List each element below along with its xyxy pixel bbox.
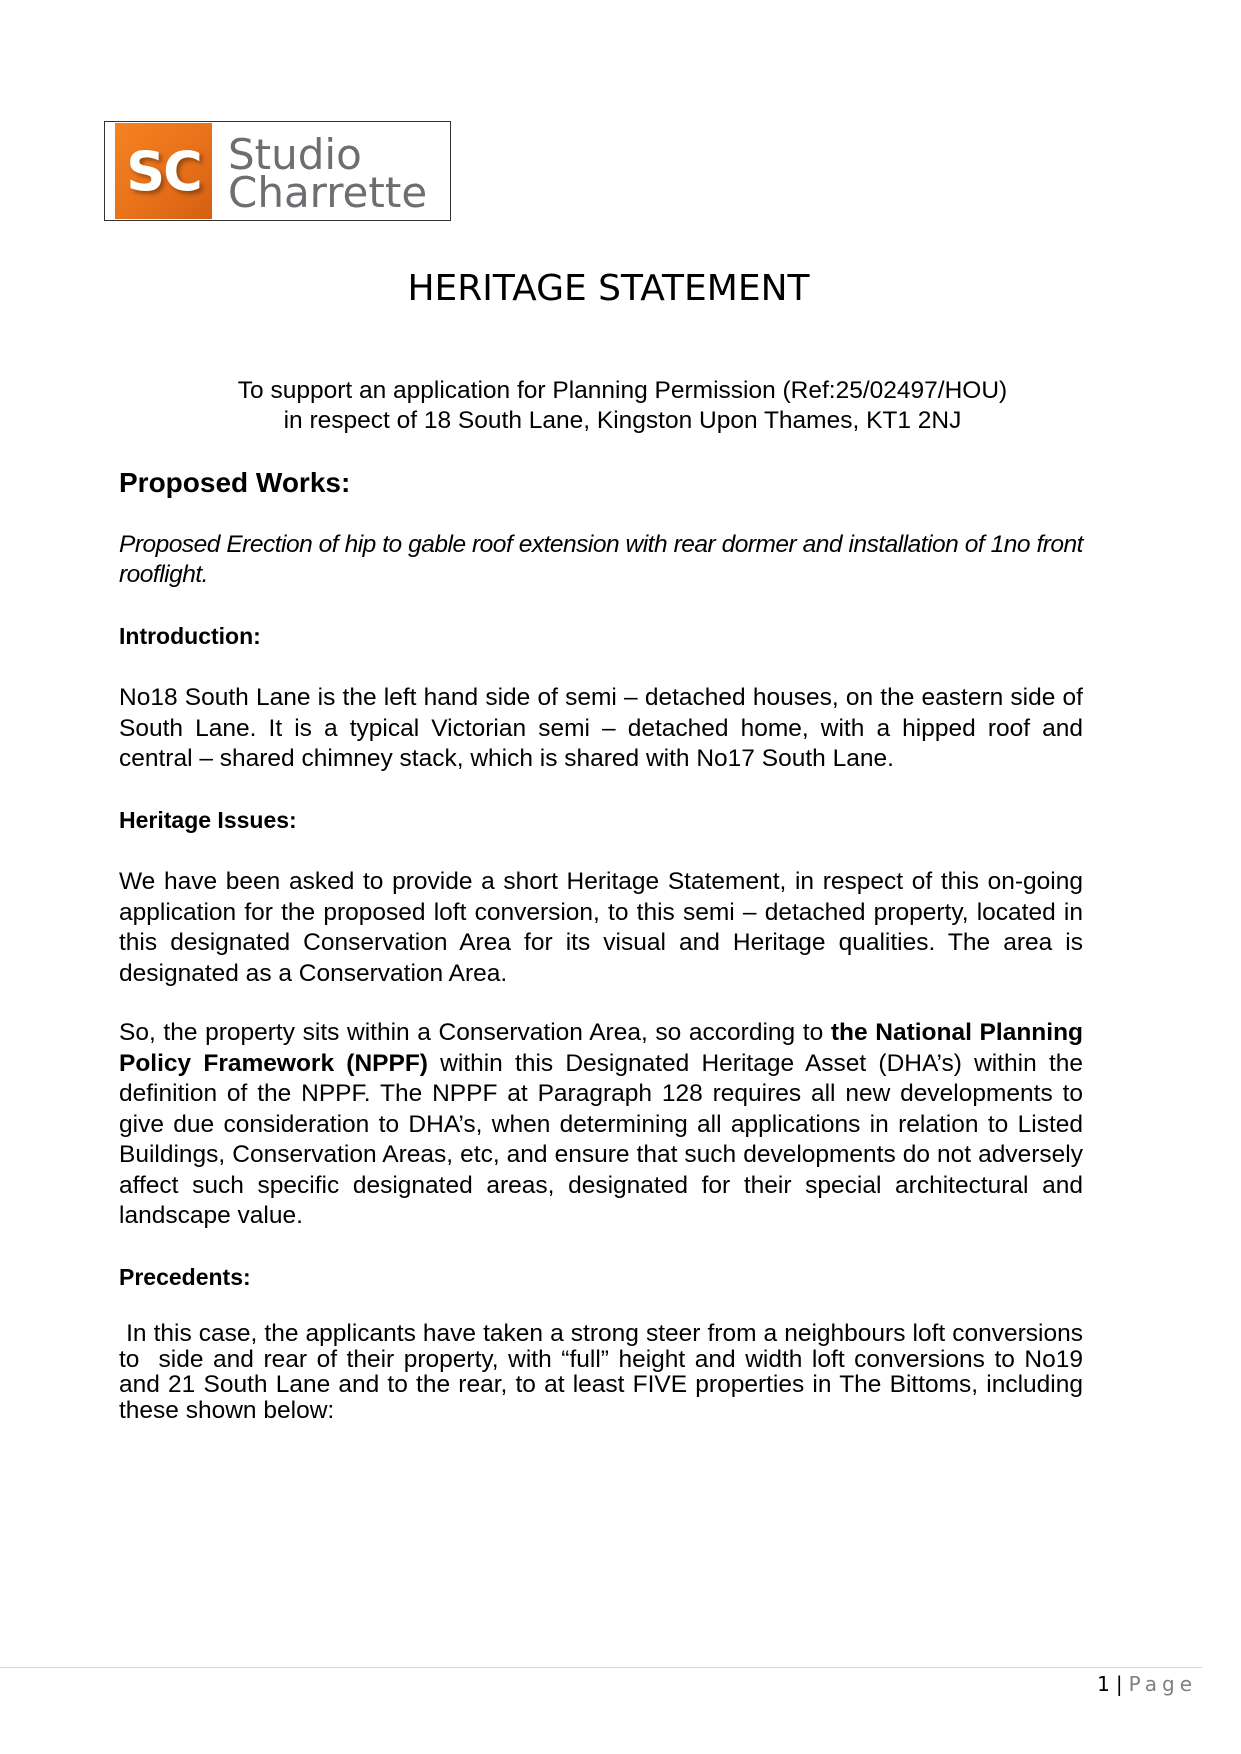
- footer-divider: [0, 1667, 1202, 1668]
- logo-mark-text: SC: [126, 139, 201, 203]
- company-logo: [104, 121, 451, 221]
- logo-word-studio: Studio: [228, 130, 362, 179]
- page-label: Page: [1128, 1672, 1197, 1696]
- heritage-issues-heading: Heritage Issues:: [119, 807, 297, 833]
- heritage-paragraph-2: [119, 1018, 1083, 1232]
- page-number: 1: [1097, 1672, 1110, 1696]
- introduction-text: No18 South Lane is the left hand side of semi – detached houses, on the eastern side of South Lane. It is a typical Victorian semi – detached home, with a hipped roof and central – shared chimney stack, which is shared with No17 South Lane.: [119, 684, 1083, 772]
- heritage-paragraph-1: We have been asked to provide a short Heritage Statement, in respect of this on-going application for the proposed loft conversion, to this semi – detached property, located in this designated Conservation Area for its visual and Heritage qualities. The area is designated as a Conservation Area.: [119, 868, 1083, 987]
- heritage-p2-start: So, the property sits within a Conservation Area, so according to: [119, 1019, 831, 1046]
- application-line-1: To support an application for Planning Permission (Ref:25/02497/HOU): [237, 377, 1008, 404]
- logo-word-charrette: Charrette: [228, 168, 428, 217]
- page-separator: |: [1115, 1672, 1123, 1696]
- proposed-works-text: Proposed Erection of hip to gable roof extension with rear dormer and installation of 1no front rooflight.: [119, 531, 1083, 588]
- precedents-heading: Precedents:: [119, 1264, 251, 1290]
- application-reference: [0, 376, 1241, 436]
- page-footer: [1097, 1672, 1197, 1696]
- nppf-bold-text: the National Planning Policy Framework (NPPF): [119, 1019, 1083, 1077]
- application-line-2: in respect of 18 South Lane, Kingston Upon Thames, KT1 2NJ: [283, 407, 962, 434]
- logo-mark: [115, 123, 212, 219]
- proposed-works-heading: Proposed Works:: [119, 467, 351, 498]
- document-title: HERITAGE STATEMENT: [407, 268, 810, 309]
- precedents-text: In this case, the applicants have taken a strong steer from a neighbours loft conversions to side and rear of their property, with “full” height and width loft conversions to No19 and 21 South Lane and to the rear, to at least FIVE properties in The Bittoms, including these shown below:: [119, 1320, 1090, 1424]
- heritage-p2-end: within this Designated Heritage Asset (DHA’s) within the definition of the NPPF. The NPPF at Paragraph 128 requires all new developments to give due consideration to DHA’s, when determining all applications in relation to Listed Buildings, Conservation Areas, etc, and ensure that such developments do not adversely affect such specific designated areas, designated for their special architectural and landscape value.: [119, 1049, 1083, 1229]
- introduction-heading: Introduction:: [119, 623, 261, 649]
